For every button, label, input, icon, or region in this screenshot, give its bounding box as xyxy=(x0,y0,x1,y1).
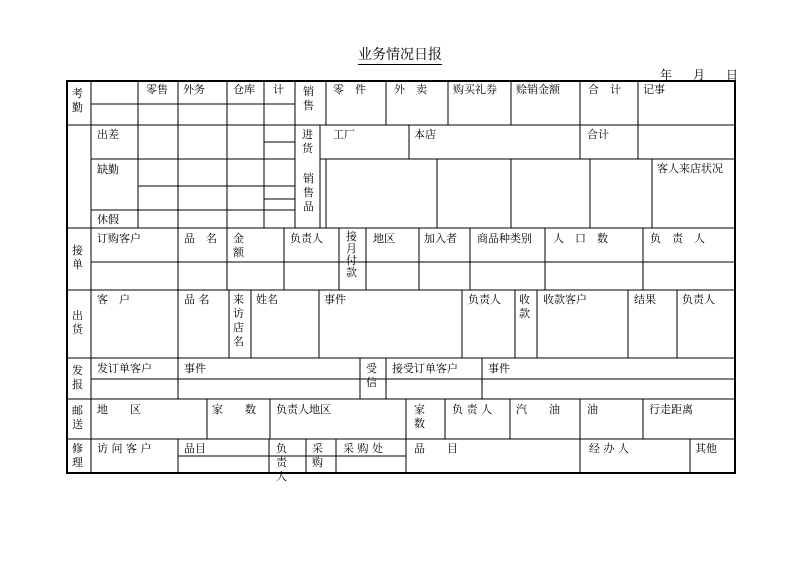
mail-person-header: 负 责 人 xyxy=(452,403,492,416)
date-year-label: 年 xyxy=(660,68,673,82)
shipping-receipt-header: 收款 xyxy=(519,293,530,320)
order-person2-header: 负 责 人 xyxy=(650,232,705,245)
mail-distance-header: 行走距离 xyxy=(649,403,693,416)
shipping-result-header: 结果 xyxy=(634,293,656,306)
order-joiner-header: 加入者 xyxy=(424,232,457,245)
mail-households2-header: 家数 xyxy=(414,403,425,430)
order-payment-header: 接月付款 xyxy=(346,230,357,279)
shipping-visitor-header: 来访店名 xyxy=(233,293,244,348)
order-person-header: 负责人 xyxy=(290,232,323,245)
repair-purchase-place-header: 采 购 处 xyxy=(343,442,383,455)
order-customer-header: 订购客户 xyxy=(97,232,141,245)
repair-item-header: 品目 xyxy=(184,442,206,455)
attendance-leave-label: 休假 xyxy=(97,213,119,226)
repair-other-header: 其他 xyxy=(695,442,717,455)
sales-note-header: 记事 xyxy=(643,83,665,96)
attendance-outside-header: 外务 xyxy=(183,83,205,96)
purchase-label: 进货 xyxy=(302,128,313,155)
repair-visit-customer-header: 访 问 客 户 xyxy=(97,442,152,455)
shipping-person-header: 负责人 xyxy=(468,293,501,306)
sales-take-out-header: 外 卖 xyxy=(394,83,427,96)
report-order-customer-header: 发订单客户 xyxy=(97,362,152,375)
repair-person-header: 负责人 xyxy=(276,442,287,483)
report-event-header: 事件 xyxy=(184,362,206,375)
attendance-label: 考勤 xyxy=(72,87,83,114)
mail-oil-header: 油 xyxy=(587,403,598,416)
order-label: 接单 xyxy=(72,244,83,271)
purchase-factory-header: 工厂 xyxy=(333,128,355,141)
purchase-store-header: 本店 xyxy=(414,128,436,141)
mail-person-region-header: 负责人地区 xyxy=(276,403,331,416)
repair-purchase-header: 采购 xyxy=(312,442,323,469)
repair-handler-header: 经 办 人 xyxy=(589,442,629,455)
report-event2-header: 事件 xyxy=(488,362,510,375)
attendance-warehouse-header: 仓库 xyxy=(233,83,255,96)
shipping-name-header: 姓名 xyxy=(256,293,278,306)
order-category-header: 商品种类别 xyxy=(477,232,532,245)
sales-subtotal-header: 合 计 xyxy=(588,83,621,96)
shipping-product-header: 品 名 xyxy=(184,293,210,306)
shipping-receipt-customer-header: 收款客户 xyxy=(543,293,587,306)
shipping-label: 出货 xyxy=(72,309,83,336)
mail-households-header: 家 数 xyxy=(212,403,256,416)
mail-label: 邮送 xyxy=(72,404,83,431)
order-product-header: 品 名 xyxy=(184,232,217,245)
repair-label: 修理 xyxy=(72,442,83,469)
sales-goods-label: 销售品 xyxy=(303,172,314,213)
date-month-label: 月 xyxy=(693,68,706,82)
order-amount-header: 金额 xyxy=(233,232,244,259)
attendance-total-header: 计 xyxy=(273,83,284,96)
shipping-event-header: 事件 xyxy=(324,293,346,306)
shipping-person2-header: 负责人 xyxy=(682,293,715,306)
report-receive-customer-header: 接受订单客户 xyxy=(392,362,458,375)
mail-region-header: 地 区 xyxy=(97,403,141,416)
sales-credit-amount-header: 赊销金额 xyxy=(516,83,560,96)
mail-gasoline-header: 汽 油 xyxy=(516,403,560,416)
purchase-subtotal-header: 合计 xyxy=(587,128,609,141)
visitors-status-header: 客人来店状况 xyxy=(657,162,723,175)
attendance-absent-label: 缺勤 xyxy=(97,163,119,176)
report-title: 业务情况日报 xyxy=(358,47,442,63)
sales-parts-header: 零 件 xyxy=(333,83,366,96)
attendance-business-trip-label: 出差 xyxy=(97,128,119,141)
shipping-customer-header: 客 户 xyxy=(97,293,130,306)
order-region-header: 地区 xyxy=(373,232,395,245)
date-day-label: 日 xyxy=(726,68,739,82)
attendance-retail-header: 零售 xyxy=(146,83,168,96)
sales-label: 销售 xyxy=(303,85,314,112)
order-population-header: 人 口 数 xyxy=(553,232,608,245)
report-receive-header: 受信 xyxy=(366,362,377,389)
sales-gift-voucher-header: 购买礼券 xyxy=(453,83,497,96)
report-label: 发报 xyxy=(72,364,83,391)
repair-item2-header: 品 目 xyxy=(414,442,458,455)
